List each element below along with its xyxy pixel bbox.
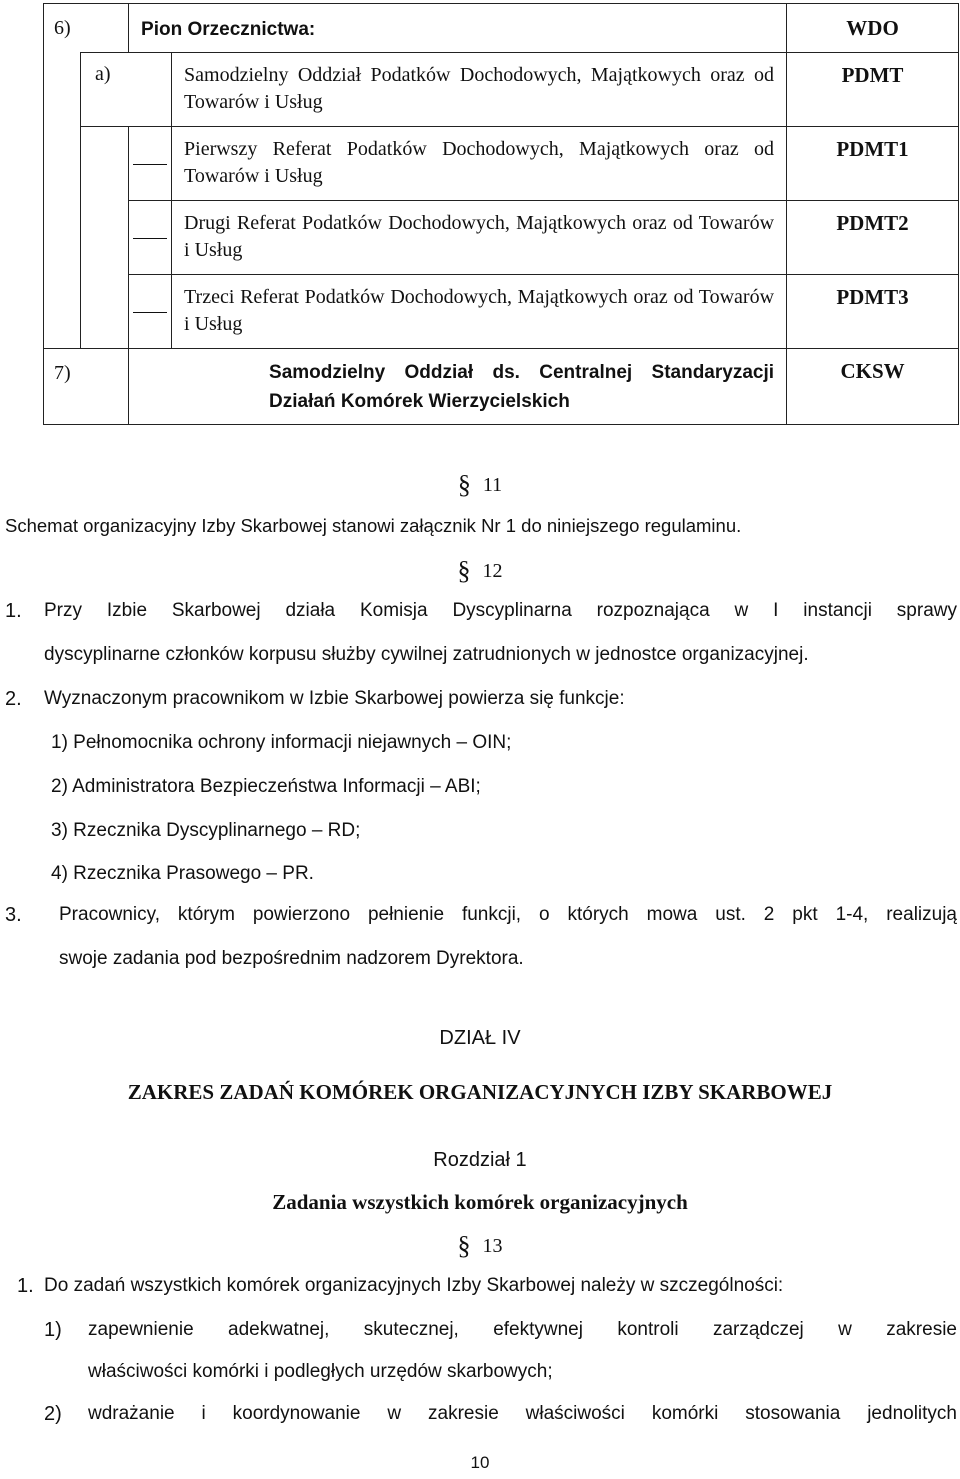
list-item-1-line-1: zapewnienie adekwatnej, skutecznej, efektywnej kontroli zarządczej w zakresie xyxy=(88,1319,957,1340)
chapter-label: Rozdział 1 xyxy=(433,1149,527,1171)
list-item-2-line-1: wdrażanie i koordynowanie w zakresie właściwości komórki stosowania jednolitych xyxy=(88,1403,957,1424)
table-row xyxy=(44,349,959,425)
paragraph-1-line-1: Przy Izbie Skarbowej działa Komisja Dyscyplinarna rozpoznająca w I instancji sprawy xyxy=(44,600,957,621)
row-code: CKSW xyxy=(787,349,959,425)
table-row xyxy=(44,53,959,127)
row-code: PDMT2 xyxy=(787,201,959,275)
table-row xyxy=(44,201,959,275)
division-label: DZIAŁ IV xyxy=(439,1027,521,1049)
division-title: ZAKRES ZADAŃ KOMÓREK ORGANIZACYJNYCH IZBY SKARBOWEJ xyxy=(127,1080,833,1104)
row-text: Pion Orzecznictwa: xyxy=(129,4,787,53)
row-code: PDMT3 xyxy=(787,275,959,349)
page-number: 10 xyxy=(470,1453,490,1472)
row-sub-label: a) xyxy=(81,53,172,127)
row-text: Drugi Referat Podatków Dochodowych, Majątkowych oraz od Towarów i Usług xyxy=(172,201,787,275)
row-number: 7) xyxy=(44,349,129,425)
section-11-heading: § 11 xyxy=(457,470,503,499)
list-item-number: 1) xyxy=(44,1319,62,1341)
paragraph-number: 1. xyxy=(5,600,22,622)
indent-cell xyxy=(81,201,129,275)
table-row xyxy=(44,4,959,53)
dash-cell xyxy=(129,275,172,349)
dash-mark xyxy=(133,164,167,165)
row-number-empty xyxy=(44,53,81,349)
dash-mark xyxy=(133,238,167,239)
row-text: Samodzielny Oddział Podatków Dochodowych, Majątkowych oraz od Towarów i Usług xyxy=(172,53,787,127)
row-code: WDO xyxy=(787,4,959,53)
paragraph-number: 1. xyxy=(17,1275,34,1297)
paragraph-number: 2. xyxy=(5,688,22,710)
paragraph-1-text: Do zadań wszystkich komórek organizacyjnych Izby Skarbowej należy w szczególności: xyxy=(44,1275,784,1296)
function-list-item: 4) Rzecznika Prasowego – PR. xyxy=(51,863,314,884)
section-12-heading: § 12 xyxy=(457,556,503,585)
section-11-text: Schemat organizacyjny Izby Skarbowej stanowi załącznik Nr 1 do niniejszego regulaminu. xyxy=(5,515,742,536)
row-number: 6) xyxy=(44,4,129,53)
table-row xyxy=(44,275,959,349)
indent-cell xyxy=(81,127,129,201)
paragraph-3-line-2: swoje zadania pod bezpośrednim nadzorem Dyrektora. xyxy=(59,948,524,969)
function-list-item: 1) Pełnomocnika ochrony informacji niejawnych – OIN; xyxy=(51,732,512,753)
paragraph-3-line-1: Pracownicy, którym powierzono pełnienie funkcji, o których mowa ust. 2 pkt 1-4, realizują xyxy=(59,904,957,925)
function-list-item: 2) Administratora Bezpieczeństwa Informacji – ABI; xyxy=(51,776,481,797)
chapter-title: Zadania wszystkich komórek organizacyjnych xyxy=(272,1190,688,1214)
paragraph-1-line-2: dyscyplinarne członków korpusu służby cywilnej zatrudnionych w jednostce organizacyjnej. xyxy=(44,644,809,665)
table-row xyxy=(44,127,959,201)
indent-cell xyxy=(81,275,129,349)
organization-table xyxy=(43,3,959,425)
dash-mark xyxy=(133,312,167,313)
row-text: Trzeci Referat Podatków Dochodowych, Majątkowych oraz od Towarów i Usług xyxy=(172,275,787,349)
row-code: PDMT xyxy=(787,53,959,127)
dash-cell xyxy=(129,127,172,201)
function-list-item: 3) Rzecznika Dyscyplinarnego – RD; xyxy=(51,820,361,841)
row-text: Pierwszy Referat Podatków Dochodowych, Majątkowych oraz od Towarów i Usług xyxy=(172,127,787,201)
row-text: Samodzielny Oddział ds. Centralnej Standaryzacji Działań Komórek Wierzycielskich xyxy=(129,349,787,425)
dash-cell xyxy=(129,201,172,275)
list-item-number: 2) xyxy=(44,1403,62,1425)
section-13-heading: § 13 xyxy=(457,1231,503,1260)
list-item-1-line-2: właściwości komórki i podległych urzędów skarbowych; xyxy=(88,1361,553,1382)
paragraph-number: 3. xyxy=(5,904,22,926)
row-code: PDMT1 xyxy=(787,127,959,201)
paragraph-2-text: Wyznaczonym pracownikom w Izbie Skarbowej powierza się funkcje: xyxy=(44,688,625,709)
